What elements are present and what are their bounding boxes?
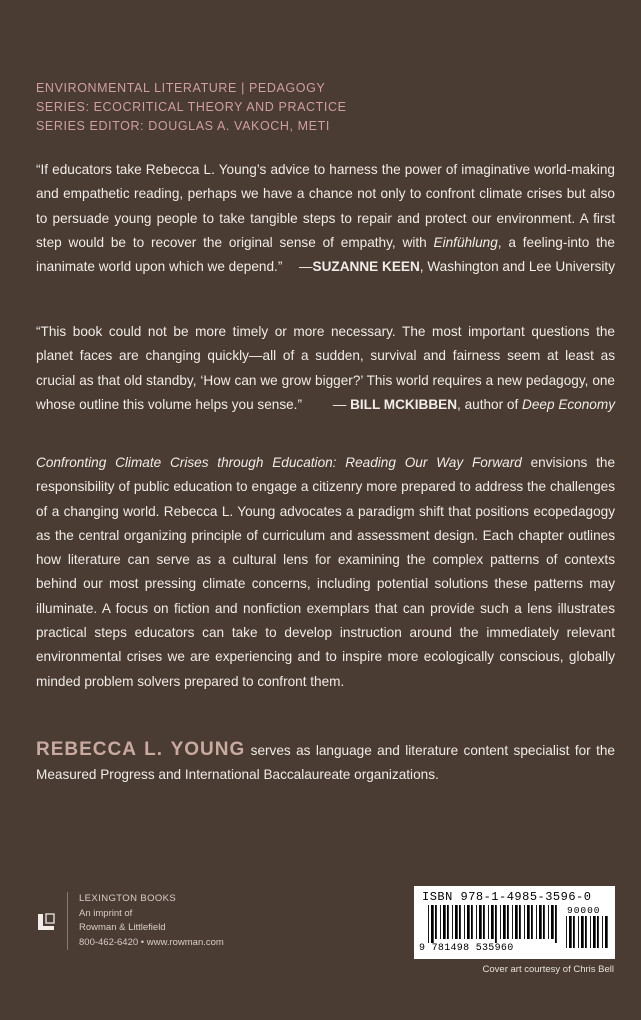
barcode-bar bbox=[524, 905, 525, 939]
barcode-bar bbox=[573, 916, 575, 948]
publisher-contact: 800-462-6420 • www.rowman.com bbox=[79, 936, 224, 948]
barcode-bar bbox=[500, 905, 501, 939]
barcode-bar bbox=[440, 905, 441, 939]
barcode-bar bbox=[455, 905, 458, 939]
barcode-bar bbox=[515, 905, 518, 939]
book-title: Deep Economy bbox=[522, 396, 615, 412]
endorsement-mckibben bbox=[36, 320, 615, 417]
barcode-bar bbox=[527, 905, 530, 939]
book-description bbox=[36, 451, 615, 694]
barcode-bar bbox=[548, 905, 549, 939]
barcode-bar bbox=[447, 905, 449, 939]
barcode-bar bbox=[443, 905, 446, 939]
barcode-bar bbox=[581, 916, 584, 948]
barcode-bar bbox=[503, 905, 506, 939]
italic-term: Einfühlung bbox=[433, 234, 498, 250]
description-text: envisions the responsibility of public education to engage a citizenry more prepared to address the challenges of a changing world. Rebecca L. Young advocates a paradigm shift that positions ecopedagogy as the central organizing principle of curriculum and assessment design. Each chapter outlines how literature can serve as a cultural lens for examining the complex patterns of contexts behind our most pressing climate concerns, including potential solutions these patterns may illuminate. A focus on fiction and nonfiction exemplars that can provide such a lens illustrates practical steps educators can take to develop instruction around the immediately relevant environmental crises we are experiencing and to inspire more ecologically conscious, globally minded problem solvers prepared to confront them. bbox=[36, 455, 616, 689]
barcode-bar bbox=[435, 905, 437, 939]
endorsement-keen bbox=[36, 158, 615, 279]
publisher-name: LEXINGTON BOOKS bbox=[79, 893, 177, 904]
barcode-bar bbox=[471, 905, 473, 939]
series-editor: SERIES EDITOR: DOUGLAS A. VAKOCH, METI bbox=[36, 119, 330, 133]
publisher-parent: Rowman & Littlefield bbox=[79, 922, 166, 933]
author-bio bbox=[36, 738, 615, 788]
barcode-bar bbox=[519, 905, 521, 939]
endorsement-mckibben-quote: “This book could not be more timely or more necessary. The most important questions the planet faces are changing quickly—all of a sudden, survival and fairness seem at least as crucial as that old standby, ‘How can we grow bigger?’ This world requires a new pedagogy, one whose outline this volume helps you sense.” bbox=[36, 324, 615, 412]
endorser-name: SUZANNE KEEN bbox=[312, 259, 420, 275]
ean-digits: 9 781498 535960 bbox=[419, 943, 514, 954]
endorsement-keen-quote: “If educators take Rebecca L. Young’s advice to harness the power of imaginative world-making and empathetic reading, perhaps we have a chance not only to confront climate crises but also to persuade young people to take tangible steps to repair and protect our environment. A first step would be to recover the original sense of empathy, with Einfühlung, a feeling-into the inanimate world upon which we depend.” bbox=[36, 162, 615, 275]
barcode-bar bbox=[569, 916, 572, 948]
barcode-bar bbox=[551, 905, 554, 939]
endorsement-keen-attribution: —SUZANNE KEEN, Washington and Lee University bbox=[298, 259, 615, 275]
series-info bbox=[36, 79, 347, 136]
barcode-bar bbox=[585, 916, 587, 948]
barcode-bar bbox=[507, 905, 509, 939]
series-name: SERIES: ECOCRITICAL THEORY AND PRACTICE bbox=[36, 100, 347, 114]
barcode-bar bbox=[536, 905, 537, 939]
barcode-bar bbox=[428, 905, 429, 943]
barcode-bar bbox=[512, 905, 513, 939]
price-code: 90000 bbox=[567, 905, 601, 916]
publisher-imprint-label: An imprint of bbox=[79, 907, 133, 919]
barcode-bar bbox=[479, 905, 482, 939]
lexington-logo-icon bbox=[35, 911, 57, 933]
barcode-bar bbox=[605, 916, 608, 948]
endorser-name: BILL MCKIBBEN bbox=[350, 396, 458, 412]
barcode-bar bbox=[488, 905, 489, 939]
ean-barcode-bars bbox=[428, 905, 560, 943]
isbn-number: ISBN 978-1-4985-3596-0 bbox=[422, 890, 592, 904]
barcode-bar bbox=[431, 905, 434, 943]
barcode-bar bbox=[602, 916, 603, 948]
barcode-bar bbox=[464, 905, 465, 939]
barcode-bar bbox=[555, 905, 557, 943]
barcode-bar bbox=[495, 905, 497, 943]
author-bio-text: serves as language and literature content specialist for the Measured Progress and International Baccalaureate organizations. bbox=[36, 743, 615, 783]
barcode-bar bbox=[491, 905, 494, 939]
barcode-bar bbox=[467, 905, 470, 939]
description-title: Confronting Climate Crises through Education: Reading Our Way Forward bbox=[36, 455, 522, 470]
barcode-bar bbox=[566, 916, 567, 948]
barcode bbox=[414, 886, 615, 959]
barcode-bar bbox=[539, 905, 542, 939]
barcode-bar bbox=[593, 916, 596, 948]
author-name: REBECCA L. YOUNG bbox=[36, 739, 246, 760]
barcode-bar bbox=[578, 916, 579, 948]
endorsement-mckibben-attribution: — BILL MCKIBBEN, author of Deep Economy bbox=[332, 396, 615, 412]
publisher-info bbox=[67, 892, 224, 950]
barcode-bar bbox=[476, 905, 477, 939]
barcode-bar bbox=[531, 905, 533, 939]
barcode-bar bbox=[543, 905, 545, 939]
barcode-bar bbox=[597, 916, 599, 948]
barcode-bar bbox=[452, 905, 453, 939]
addon-barcode-bars bbox=[566, 916, 610, 952]
barcode-bar bbox=[590, 916, 591, 948]
barcode-bar bbox=[459, 905, 461, 939]
series-category: ENVIRONMENTAL LITERATURE | PEDAGOGY bbox=[36, 81, 326, 95]
cover-credit: Cover art courtesy of Chris Bell bbox=[482, 964, 614, 975]
barcode-bar bbox=[483, 905, 485, 939]
